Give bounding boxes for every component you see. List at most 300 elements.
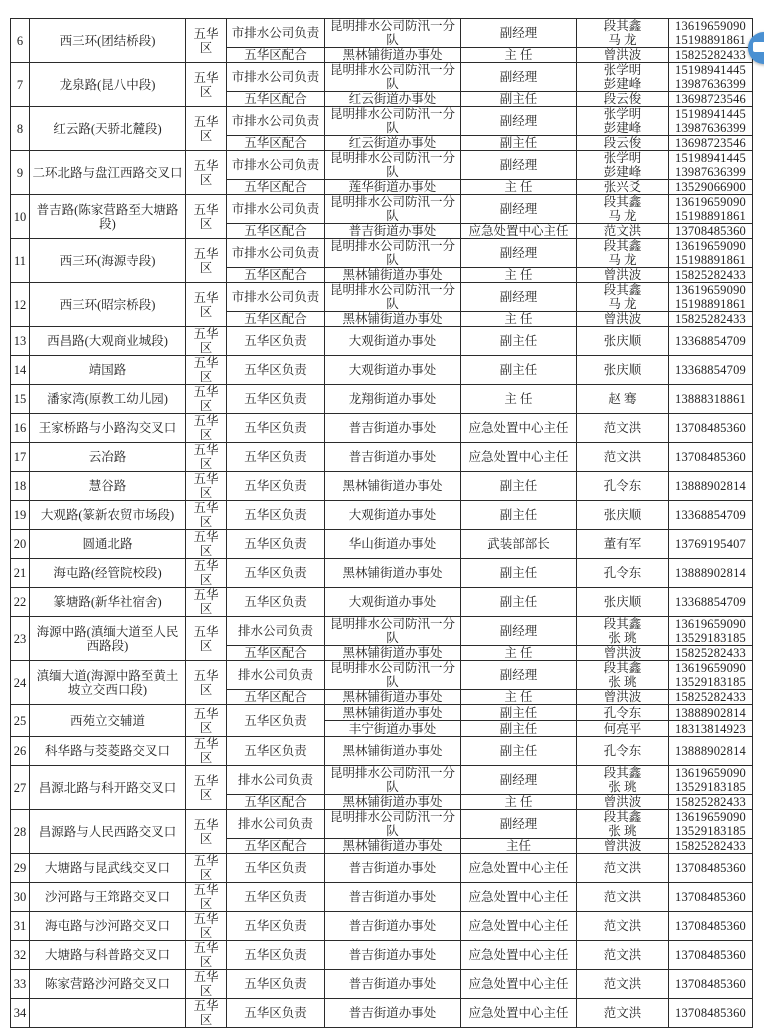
cell-phones: 13529066900: [669, 180, 753, 195]
cell-index: 29: [11, 854, 30, 883]
cell-responsibility: 五华区负责: [227, 999, 325, 1028]
cell-position: 副主任: [461, 501, 577, 530]
cell-responsibility: 五华区配合: [227, 646, 325, 661]
cell-district: 五华区: [186, 766, 227, 810]
cell-position: 副主任: [461, 721, 577, 737]
table-row: [11, 883, 753, 912]
cell-index: 27: [11, 766, 30, 810]
cell-unit: 昆明排水公司防汛一分队: [325, 107, 461, 136]
cell-responsibility: 五华区负责: [227, 970, 325, 999]
cell-location: 西三环(昭宗桥段): [30, 283, 186, 327]
cell-responsibility: 五华区配合: [227, 690, 325, 705]
cell-names: 张学明 彭建峰: [577, 151, 669, 180]
cell-names: 曾洪波: [577, 795, 669, 810]
cell-responsibility: 五华区配合: [227, 312, 325, 327]
cell-phones: 13888902814: [669, 705, 753, 721]
cell-responsibility: 五华区负责: [227, 530, 325, 559]
cell-unit: 黑林铺街道办事处: [325, 646, 461, 661]
cell-unit: 昆明排水公司防汛一分队: [325, 151, 461, 180]
cell-location: 西三环(团结桥段): [30, 19, 186, 63]
cell-district: 五华区: [186, 151, 227, 195]
cell-phones: 15825282433: [669, 795, 753, 810]
cell-phones: 13888902814: [669, 737, 753, 766]
cell-position: 主 任: [461, 180, 577, 195]
table-row: [11, 941, 753, 970]
cell-position: 应急处置中心主任: [461, 912, 577, 941]
cell-names: 张庆顺: [577, 356, 669, 385]
cell-names: 曾洪波: [577, 839, 669, 854]
table-row: [11, 283, 753, 312]
cell-unit: 普吉街道办事处: [325, 941, 461, 970]
cell-index: 28: [11, 810, 30, 854]
cell-position: 主任: [461, 839, 577, 854]
cell-index: 21: [11, 559, 30, 588]
cell-responsibility: 五华区配合: [227, 48, 325, 63]
table-row: [11, 63, 753, 92]
cell-unit: 黑林铺街道办事处: [325, 705, 461, 721]
table-row: [11, 327, 753, 356]
cell-index: 10: [11, 195, 30, 239]
cell-phones: 13708485360: [669, 443, 753, 472]
cell-phones: 13619659090 15198891861: [669, 283, 753, 312]
cell-position: 副经理: [461, 239, 577, 268]
cell-district: 五华区: [186, 443, 227, 472]
cell-unit: 昆明排水公司防汛一分队: [325, 19, 461, 48]
cell-unit: 红云街道办事处: [325, 136, 461, 151]
table-row: [11, 617, 753, 646]
cell-unit: 昆明排水公司防汛一分队: [325, 661, 461, 690]
cell-district: 五华区: [186, 883, 227, 912]
cell-unit: 莲华街道办事处: [325, 180, 461, 195]
cell-names: 段其鑫 张 珧: [577, 810, 669, 839]
cell-responsibility: 五华区负责: [227, 912, 325, 941]
table-row: [11, 385, 753, 414]
cell-names: 曾洪波: [577, 48, 669, 63]
cell-names: 赵 骞: [577, 385, 669, 414]
cell-position: 副经理: [461, 195, 577, 224]
cell-unit: 普吉街道办事处: [325, 854, 461, 883]
cell-unit: 丰宁街道办事处: [325, 721, 461, 737]
cell-phones: 13888902814: [669, 559, 753, 588]
cell-location: 慧谷路: [30, 472, 186, 501]
cell-position: 副经理: [461, 19, 577, 48]
cell-district: 五华区: [186, 617, 227, 661]
cell-unit: 昆明排水公司防汛一分队: [325, 239, 461, 268]
cell-phones: 15825282433: [669, 646, 753, 661]
cell-location: 科华路与茭菱路交叉口: [30, 737, 186, 766]
cell-unit: 昆明排水公司防汛一分队: [325, 617, 461, 646]
cell-responsibility: 五华区负责: [227, 705, 325, 737]
cell-location: 大观路(篆新农贸市场段): [30, 501, 186, 530]
cell-unit: 黑林铺街道办事处: [325, 472, 461, 501]
cell-responsibility: 五华区配合: [227, 136, 325, 151]
cell-position: 副经理: [461, 63, 577, 92]
cell-index: 12: [11, 283, 30, 327]
cell-position: 主 任: [461, 690, 577, 705]
cell-unit: 普吉街道办事处: [325, 414, 461, 443]
cell-responsibility: 五华区配合: [227, 268, 325, 283]
cell-names: 范文洪: [577, 443, 669, 472]
cell-unit: 黑林铺街道办事处: [325, 559, 461, 588]
cell-position: 主 任: [461, 268, 577, 283]
cell-index: 24: [11, 661, 30, 705]
cell-responsibility: 五华区负责: [227, 941, 325, 970]
cell-index: 11: [11, 239, 30, 283]
cell-position: 应急处置中心主任: [461, 443, 577, 472]
table-row: [11, 107, 753, 136]
cell-district: 五华区: [186, 854, 227, 883]
cell-position: 应急处置中心主任: [461, 883, 577, 912]
cell-phones: 15825282433: [669, 48, 753, 63]
table-row: [11, 810, 753, 839]
cell-responsibility: 五华区负责: [227, 472, 325, 501]
table-row: [11, 970, 753, 999]
cell-district: 五华区: [186, 283, 227, 327]
cell-district: 五华区: [186, 705, 227, 737]
cell-responsibility: 市排水公司负责: [227, 19, 325, 48]
cell-phones: 13368854709: [669, 356, 753, 385]
table-row: [11, 854, 753, 883]
cell-names: 范文洪: [577, 941, 669, 970]
cell-index: 7: [11, 63, 30, 107]
cell-index: 33: [11, 970, 30, 999]
cell-district: 五华区: [186, 559, 227, 588]
cell-phones: 15198941445 13987636399: [669, 151, 753, 180]
cell-location: 西苑立交辅道: [30, 705, 186, 737]
cell-unit: 大观街道办事处: [325, 327, 461, 356]
cell-phones: 15825282433: [669, 312, 753, 327]
cell-responsibility: 五华区负责: [227, 443, 325, 472]
cell-unit: 黑林铺街道办事处: [325, 737, 461, 766]
cell-phones: 13619659090 13529183185: [669, 661, 753, 690]
cell-location: 海源中路(滇缅大道至人民西路段): [30, 617, 186, 661]
cell-names: 张庆顺: [577, 501, 669, 530]
cell-names: 孔令东: [577, 705, 669, 721]
cell-names: 张学明 彭建峰: [577, 63, 669, 92]
cell-position: 应急处置中心主任: [461, 224, 577, 239]
cell-names: 何亮平: [577, 721, 669, 737]
cell-names: 董有军: [577, 530, 669, 559]
table-row: [11, 737, 753, 766]
table-row: [11, 19, 753, 48]
cell-position: 副经理: [461, 661, 577, 690]
cell-responsibility: 五华区负责: [227, 559, 325, 588]
cell-district: 五华区: [186, 107, 227, 151]
cell-names: 曾洪波: [577, 690, 669, 705]
cell-names: 曾洪波: [577, 646, 669, 661]
table-row: [11, 472, 753, 501]
cell-responsibility: 排水公司负责: [227, 810, 325, 839]
cell-unit: 普吉街道办事处: [325, 912, 461, 941]
cell-position: 副主任: [461, 92, 577, 107]
cell-position: 副经理: [461, 107, 577, 136]
cell-district: 五华区: [186, 239, 227, 283]
cell-phones: 13708485360: [669, 854, 753, 883]
cell-position: 副经理: [461, 810, 577, 839]
cell-location: 西三环(海源寺段): [30, 239, 186, 283]
cell-phones: 13708485360: [669, 999, 753, 1028]
cell-position: 主 任: [461, 646, 577, 661]
cell-phones: 15825282433: [669, 268, 753, 283]
cell-position: 副主任: [461, 705, 577, 721]
cell-location: [30, 999, 186, 1028]
cell-names: 段其鑫 张 珧: [577, 617, 669, 646]
cell-position: 武装部部长: [461, 530, 577, 559]
cell-responsibility: 市排水公司负责: [227, 63, 325, 92]
cell-phones: 15198941445 13987636399: [669, 107, 753, 136]
cell-district: 五华区: [186, 63, 227, 107]
cell-responsibility: 五华区负责: [227, 883, 325, 912]
table-row: [11, 414, 753, 443]
cell-location: 红云路(天骄北麓段): [30, 107, 186, 151]
cell-location: 篆塘路(新华社宿舍): [30, 588, 186, 617]
cell-unit: 黑林铺街道办事处: [325, 312, 461, 327]
cell-names: 范文洪: [577, 970, 669, 999]
cell-phones: 15825282433: [669, 690, 753, 705]
table-row: [11, 356, 753, 385]
cell-district: 五华区: [186, 501, 227, 530]
cell-phones: 13619659090 13529183185: [669, 617, 753, 646]
cell-phones: 13619659090 15198891861: [669, 239, 753, 268]
cell-names: 孔令东: [577, 737, 669, 766]
cell-location: 沙河路与王筇路交叉口: [30, 883, 186, 912]
cell-names: 曾洪波: [577, 268, 669, 283]
cell-unit: 昆明排水公司防汛一分队: [325, 63, 461, 92]
cell-names: 段其鑫 张 珧: [577, 661, 669, 690]
cell-position: 主 任: [461, 795, 577, 810]
cell-district: 五华区: [186, 19, 227, 63]
cell-location: 普吉路(陈家营路至大塘路段): [30, 195, 186, 239]
cell-responsibility: 市排水公司负责: [227, 151, 325, 180]
cell-phones: 13368854709: [669, 588, 753, 617]
cell-district: 五华区: [186, 941, 227, 970]
cell-district: 五华区: [186, 195, 227, 239]
cell-names: 范文洪: [577, 883, 669, 912]
cell-responsibility: 五华区负责: [227, 414, 325, 443]
cell-district: 五华区: [186, 356, 227, 385]
cell-unit: 龙翔街道办事处: [325, 385, 461, 414]
cell-phones: 13708485360: [669, 912, 753, 941]
cell-position: 副经理: [461, 151, 577, 180]
cell-location: 海屯路(经管院校段): [30, 559, 186, 588]
table-row: [11, 195, 753, 224]
cell-location: 大塘路与昆武线交叉口: [30, 854, 186, 883]
table-row: [11, 501, 753, 530]
cell-unit: 普吉街道办事处: [325, 224, 461, 239]
cell-index: 17: [11, 443, 30, 472]
cell-responsibility: 五华区配合: [227, 180, 325, 195]
cell-position: 副主任: [461, 737, 577, 766]
cell-index: 26: [11, 737, 30, 766]
cell-responsibility: 排水公司负责: [227, 661, 325, 690]
cell-responsibility: 五华区配合: [227, 92, 325, 107]
cell-responsibility: 排水公司负责: [227, 766, 325, 795]
table-row: [11, 530, 753, 559]
cell-phones: 13708485360: [669, 883, 753, 912]
cell-unit: 普吉街道办事处: [325, 883, 461, 912]
cell-location: 云冶路: [30, 443, 186, 472]
cell-names: 段其鑫 马 龙: [577, 195, 669, 224]
cell-location: 潘家湾(原教工幼儿园): [30, 385, 186, 414]
cell-responsibility: 五华区负责: [227, 501, 325, 530]
cell-district: 五华区: [186, 414, 227, 443]
cell-position: 副经理: [461, 283, 577, 312]
cell-index: 25: [11, 705, 30, 737]
cell-responsibility: 五华区配合: [227, 224, 325, 239]
cell-index: 19: [11, 501, 30, 530]
cell-phones: 13708485360: [669, 414, 753, 443]
cell-index: 8: [11, 107, 30, 151]
cell-phones: 13619659090 13529183185: [669, 810, 753, 839]
cell-names: 段云俊: [577, 136, 669, 151]
cell-index: 34: [11, 999, 30, 1028]
cell-position: 应急处置中心主任: [461, 999, 577, 1028]
cell-phones: 13698723546: [669, 136, 753, 151]
cell-district: 五华区: [186, 999, 227, 1028]
cell-index: 6: [11, 19, 30, 63]
cell-district: 五华区: [186, 912, 227, 941]
cell-index: 13: [11, 327, 30, 356]
cell-unit: 普吉街道办事处: [325, 970, 461, 999]
cell-unit: 昆明排水公司防汛一分队: [325, 283, 461, 312]
cell-district: 五华区: [186, 661, 227, 705]
cell-phones: 13619659090 15198891861: [669, 19, 753, 48]
cell-index: 22: [11, 588, 30, 617]
cell-names: 段云俊: [577, 92, 669, 107]
cell-responsibility: 市排水公司负责: [227, 107, 325, 136]
cell-names: 孔令东: [577, 559, 669, 588]
table-row: [11, 912, 753, 941]
cell-names: 范文洪: [577, 912, 669, 941]
cell-district: 五华区: [186, 530, 227, 559]
cell-location: 靖国路: [30, 356, 186, 385]
cell-position: 应急处置中心主任: [461, 414, 577, 443]
cell-responsibility: 五华区负责: [227, 854, 325, 883]
cell-position: 副主任: [461, 588, 577, 617]
table-row: [11, 239, 753, 268]
cell-unit: 昆明排水公司防汛一分队: [325, 766, 461, 795]
cell-position: 主 任: [461, 385, 577, 414]
cell-names: 曾洪波: [577, 312, 669, 327]
cell-location: 昌源北路与科开路交叉口: [30, 766, 186, 810]
table-row: [11, 443, 753, 472]
cell-unit: 昆明排水公司防汛一分队: [325, 195, 461, 224]
cell-names: 张兴爻: [577, 180, 669, 195]
cell-names: 段其鑫 张 珧: [577, 766, 669, 795]
cell-district: 五华区: [186, 472, 227, 501]
cell-index: 9: [11, 151, 30, 195]
cell-index: 31: [11, 912, 30, 941]
cell-phones: 18313814923: [669, 721, 753, 737]
cell-position: 主 任: [461, 48, 577, 63]
cell-district: 五华区: [186, 385, 227, 414]
cell-responsibility: 排水公司负责: [227, 617, 325, 646]
cell-unit: 红云街道办事处: [325, 92, 461, 107]
cell-index: 32: [11, 941, 30, 970]
cell-unit: 大观街道办事处: [325, 501, 461, 530]
cell-names: 范文洪: [577, 999, 669, 1028]
cell-index: 16: [11, 414, 30, 443]
cell-location: 西昌路(大观商业城段): [30, 327, 186, 356]
cell-unit: 大观街道办事处: [325, 356, 461, 385]
table-row: [11, 661, 753, 690]
cell-responsibility: 市排水公司负责: [227, 239, 325, 268]
cell-district: 五华区: [186, 588, 227, 617]
cell-responsibility: 五华区配合: [227, 795, 325, 810]
cell-index: 14: [11, 356, 30, 385]
cell-unit: 华山街道办事处: [325, 530, 461, 559]
cell-names: 范文洪: [577, 414, 669, 443]
table-row: [11, 766, 753, 795]
cell-index: 30: [11, 883, 30, 912]
cell-location: 海屯路与沙河路交叉口: [30, 912, 186, 941]
cell-phones: 13708485360: [669, 970, 753, 999]
cell-district: 五华区: [186, 810, 227, 854]
cell-names: 段其鑫 马 龙: [577, 239, 669, 268]
cell-names: 孔令东: [577, 472, 669, 501]
cell-phones: 13888318861: [669, 385, 753, 414]
cell-position: 副经理: [461, 766, 577, 795]
cell-unit: 昆明排水公司防汛一分队: [325, 810, 461, 839]
cell-position: 副主任: [461, 559, 577, 588]
cell-index: 23: [11, 617, 30, 661]
cell-phones: 13368854709: [669, 327, 753, 356]
cell-phones: 15198941445 13987636399: [669, 63, 753, 92]
cell-location: 大塘路与科普路交叉口: [30, 941, 186, 970]
cell-phones: 13619659090 13529183185: [669, 766, 753, 795]
cell-unit: 黑林铺街道办事处: [325, 268, 461, 283]
cell-responsibility: 五华区负责: [227, 385, 325, 414]
cell-unit: 黑林铺街道办事处: [325, 795, 461, 810]
duty-roster-table: [10, 18, 753, 1028]
cell-phones: 13619659090 15198891861: [669, 195, 753, 224]
cell-position: 应急处置中心主任: [461, 854, 577, 883]
cell-unit: 大观街道办事处: [325, 588, 461, 617]
cell-phones: 13708485360: [669, 224, 753, 239]
cell-names: 范文洪: [577, 854, 669, 883]
cell-phones: 13769195407: [669, 530, 753, 559]
cell-district: 五华区: [186, 737, 227, 766]
table-row: [11, 559, 753, 588]
cell-responsibility: 市排水公司负责: [227, 195, 325, 224]
cell-district: 五华区: [186, 327, 227, 356]
table-row: [11, 999, 753, 1028]
cell-names: 范文洪: [577, 224, 669, 239]
cell-position: 应急处置中心主任: [461, 970, 577, 999]
cell-phones: 13708485360: [669, 941, 753, 970]
table-row: [11, 588, 753, 617]
cell-unit: 黑林铺街道办事处: [325, 48, 461, 63]
chat-bubble-icon: [753, 42, 764, 52]
cell-unit: 普吉街道办事处: [325, 443, 461, 472]
cell-names: 张庆顺: [577, 588, 669, 617]
cell-names: 段其鑫 马 龙: [577, 283, 669, 312]
cell-unit: 普吉街道办事处: [325, 999, 461, 1028]
cell-position: 副主任: [461, 327, 577, 356]
table-row: [11, 705, 753, 721]
cell-responsibility: 五华区负责: [227, 588, 325, 617]
cell-index: 15: [11, 385, 30, 414]
cell-phones: 13698723546: [669, 92, 753, 107]
cell-position: 副主任: [461, 136, 577, 151]
cell-index: 18: [11, 472, 30, 501]
cell-index: 20: [11, 530, 30, 559]
cell-names: 段其鑫 马 龙: [577, 19, 669, 48]
cell-location: 二环北路与盘江西路交叉口: [30, 151, 186, 195]
cell-responsibility: 市排水公司负责: [227, 283, 325, 312]
cell-responsibility: 五华区配合: [227, 839, 325, 854]
cell-location: 王家桥路与小路沟交叉口: [30, 414, 186, 443]
